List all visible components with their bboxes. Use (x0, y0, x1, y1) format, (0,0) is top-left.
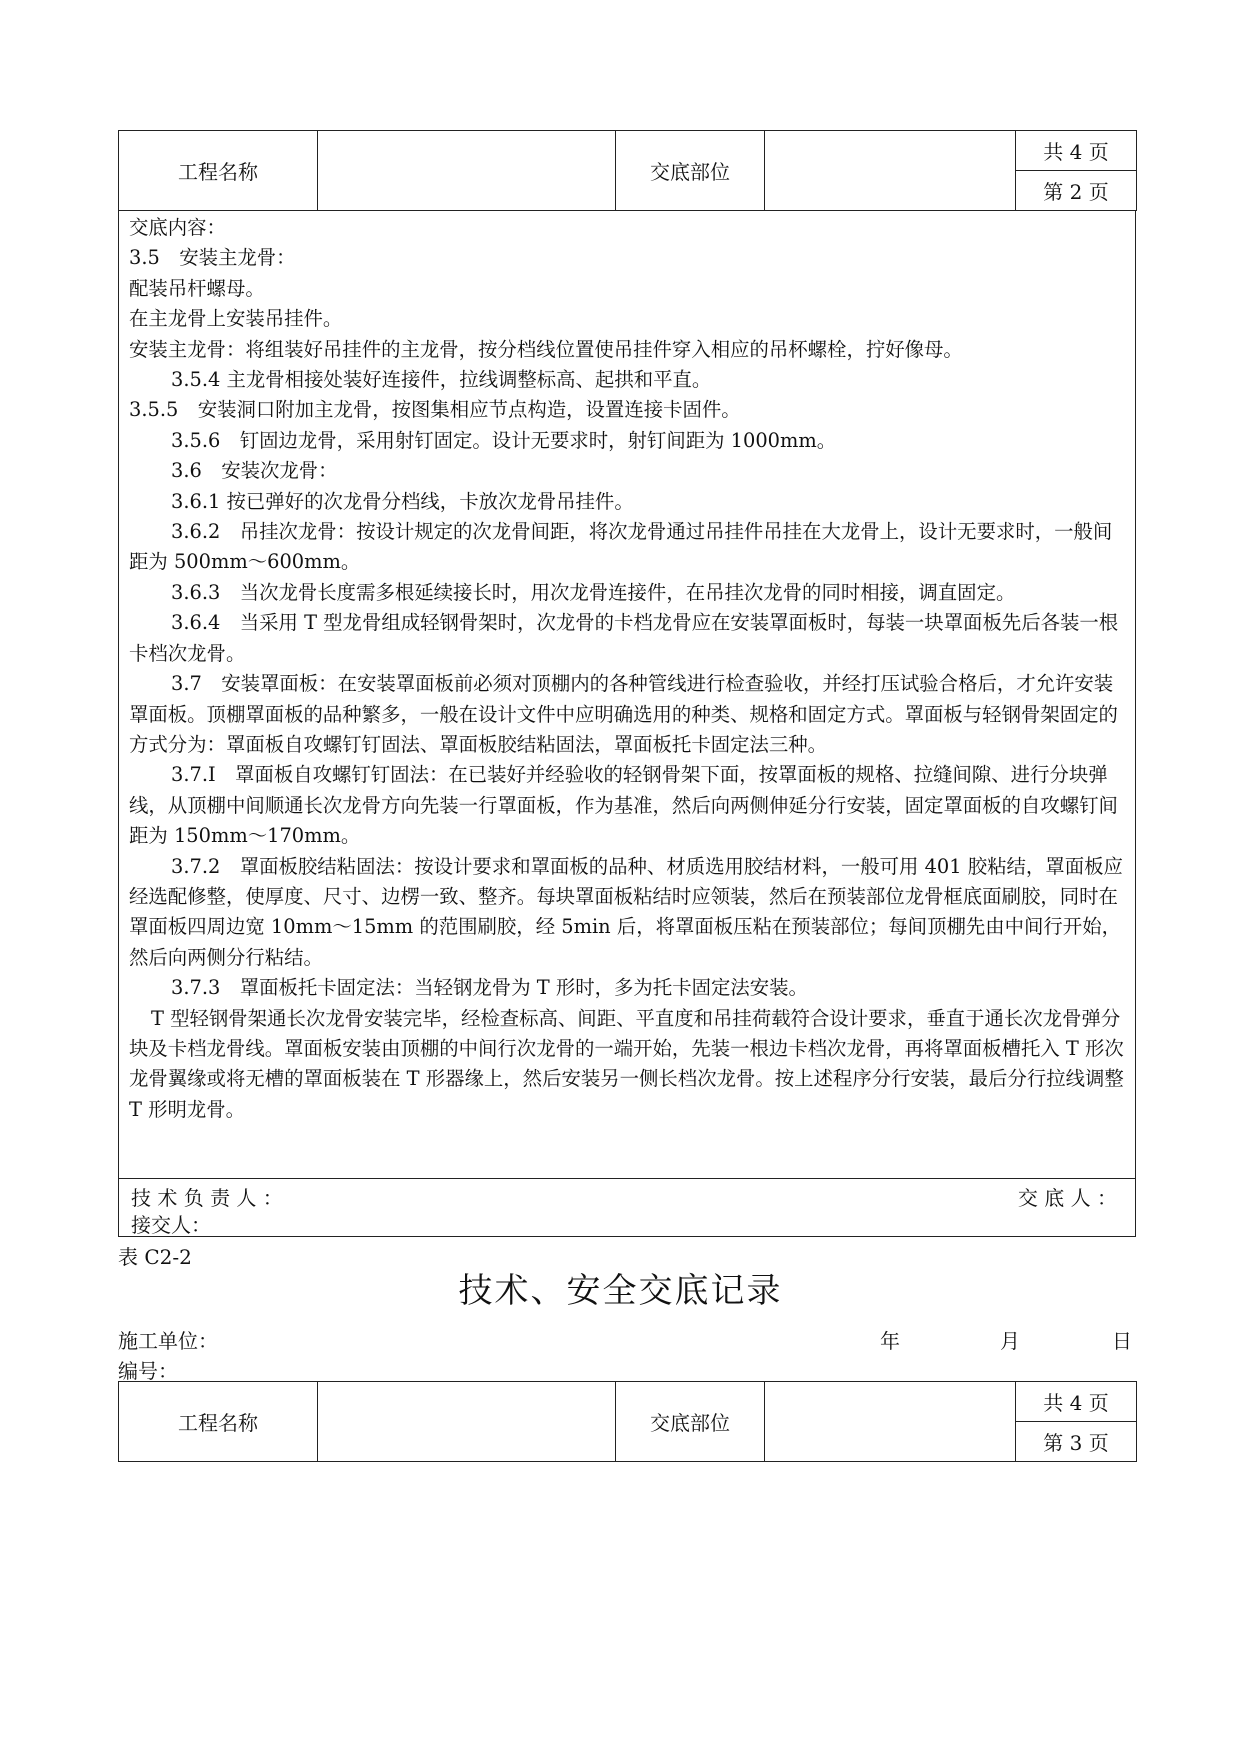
receiver-label: 接交人： (131, 1213, 211, 1237)
total-pages: 共 4 页 (1016, 131, 1137, 171)
tech-lead-label: 技 术 负 责 人 ： (131, 1186, 283, 1210)
content-line: 3.7.2 罩面板胶结粘固法：按设计要求和罩面板的品种、材质选用胶结材料，一般可用 401 胶粘结，罩面板应经选配修整，使厚度、尺寸、边楞一致、整齐。每块罩面板粘结时应领装，然后在预装部位龙骨框底面刷胶，同时在罩面板四周边宽 10mm～15mm 的范围刷胶，经 5min 后，将罩面板压粘在预装部位；每间顶棚先由中间行开始，然后向两侧分行粘结。 (129, 854, 1123, 969)
page-number: 第 2 页 (1016, 171, 1137, 211)
content-box (118, 211, 1136, 1179)
location-value[interactable] (765, 131, 1016, 211)
content-line: 3.7 安装罩面板：在安装罩面板前必须对顶棚内的各种管线进行检查验收，并经打压试验合格后，才允许安装罩面板。顶棚罩面板的品种繁多，一般在设计文件中应明确选用的种类、规格和固定方式。罩面板与轻钢骨架固定的方式分为：罩面板自攻螺钉钉固法、罩面板胶结粘固法，罩面板托卡固定法三种。 (129, 672, 1118, 756)
presenter-label: 交 底 人 ： (1017, 1186, 1117, 1210)
content-line: 3.7.Ⅰ 罩面板自攻螺钉钉固法：在已装好并经验收的轻钢骨架下面，按罩面板的规格、拉缝间隙、进行分块弹线，从顶棚中间顺通长次龙骨方向先装一行罩面板，作为基准，然后向两侧伸延分行安装，固定罩面板的自攻螺钉间距为 150mm～170mm。 (129, 763, 1118, 848)
location-label: 交底部位 (616, 1382, 765, 1462)
content-line: 3.6.3 当次龙骨长度需多根延续接长时，用次龙骨连接件，在吊挂次龙骨的同时相接，调直固定。 (171, 580, 1016, 604)
content-line: 安装主龙骨：将组装好吊挂件的主龙骨，按分档线位置使吊挂件穿入相应的吊杯螺栓，拧好像母。 (129, 337, 963, 361)
project-name-label: 工程名称 (119, 1382, 318, 1462)
content-line: 3.5.5 安装洞口附加主龙骨，按图集相应节点构造，设置连接卡固件。 (129, 398, 741, 422)
content-line: 3.6 安装次龙骨： (171, 459, 338, 483)
form-code: 表 C2-2 (118, 1245, 192, 1269)
year-label: 年 (880, 1329, 900, 1353)
day-label: 日 (1112, 1329, 1132, 1353)
project-name-value[interactable] (318, 1382, 616, 1462)
location-value[interactable] (765, 1382, 1016, 1462)
content-line: 配装吊杆螺母。 (129, 276, 265, 300)
content-line: 3.6.4 当采用 T 型龙骨组成轻钢骨架时，次龙骨的卡档龙骨应在安装罩面板时，每装一块罩面板先后各装一根卡档次龙骨。 (129, 611, 1119, 665)
total-pages: 共 4 页 (1016, 1382, 1137, 1422)
content-line: 3.6.1 按已弹好的次龙骨分档线，卡放次龙骨吊挂件。 (171, 489, 634, 513)
header-table-2 (118, 1381, 1137, 1462)
content-text (129, 213, 1127, 1125)
project-name-value[interactable] (318, 131, 616, 211)
content-line: 3.6.2 吊挂次龙骨：按设计规定的次龙骨间距，将次龙骨通过吊挂件吊挂在大龙骨上，设计无要求时，一般间距为 500mm～600mm。 (129, 520, 1113, 574)
page-number: 第 3 页 (1016, 1422, 1137, 1462)
content-line: 在主龙骨上安装吊挂件。 (129, 307, 343, 331)
content-line: 3.5 安装主龙骨： (129, 246, 296, 270)
construction-unit-label: 施工单位： (118, 1329, 218, 1353)
project-name-label: 工程名称 (119, 131, 318, 211)
signature-box (118, 1179, 1136, 1237)
header-table-1 (118, 130, 1137, 211)
location-label: 交底部位 (616, 131, 765, 211)
page-title: 技术、安全交底记录 (458, 1271, 783, 1311)
content-line: 3.7.3 罩面板托卡固定法：当轻钢龙骨为 T 形时，多为托卡固定法安装。 (171, 976, 808, 1000)
month-label: 月 (1000, 1329, 1020, 1353)
content-line: 3.5.4 主龙骨相接处装好连接件，拉线调整标高、起拱和平直。 (171, 368, 712, 392)
content-line: 3.5.6 钉固边龙骨，采用射钉固定。设计无要求时，射钉间距为 1000mm。 (171, 428, 837, 452)
content-heading: 交底内容： (129, 216, 226, 239)
content-line: T 型轻钢骨架通长次龙骨安装完毕，经检查标高、间距、平直度和吊挂荷载符合设计要求，垂直于通长次龙骨弹分块及卡档龙骨线。罩面板安装由顶棚的中间行次龙骨的一端开始，先装一根边卡档次龙骨，再将罩面板槽托入 T 形次龙骨翼缘或将无槽的罩面板装在 T 形器缘上，然后安装另一侧长档次龙骨。按上述程序分行安装，最后分行拉线调整 T 形明龙骨。 (129, 1006, 1124, 1121)
number-label: 编号： (118, 1359, 178, 1383)
